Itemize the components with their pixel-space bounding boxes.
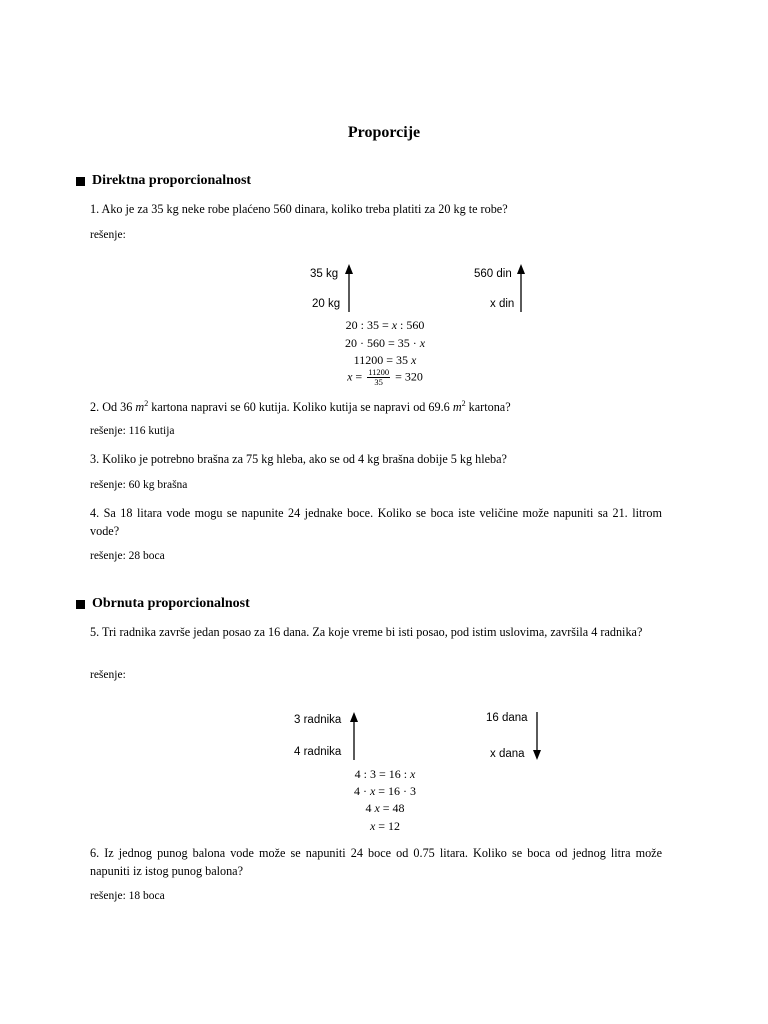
eq-variable: x xyxy=(374,801,380,815)
q2-text: 2. Od 36 xyxy=(90,400,136,415)
fraction-numerator: 11200 xyxy=(368,367,390,377)
solution-4: rešenje: 28 boca xyxy=(90,550,165,562)
solution-5: rešenje: xyxy=(90,669,126,681)
diagram2-left-top: 3 radnika xyxy=(294,714,342,726)
question-5: 5. Tri radnika završe jedan posao za 16 dana. Za koje vreme bi isti posao, pod istim uslovima, završila 4 radnika? xyxy=(90,625,643,639)
solution-2: rešenje: 116 kutija xyxy=(90,425,175,437)
eq-text: = xyxy=(352,369,366,384)
eq-text: = 16 · 3 xyxy=(375,784,417,798)
arrow-down-icon xyxy=(530,710,544,762)
question-4: 4. Sa 18 litara vode mogu se napunite 24 jednake boce. Koliko se boca iste veličine može napuniti sa 21. litrom vode? xyxy=(90,506,662,538)
fraction xyxy=(367,368,390,387)
equation-line xyxy=(260,784,510,799)
eq-variable: x xyxy=(369,819,376,833)
question-1: 1. Ako je za 35 kg neke robe plaćeno 560 dinara, koliko treba platiti za 20 kg te robe? xyxy=(90,202,508,216)
section-heading-direct xyxy=(76,173,251,189)
eq-text: 20 · 560 = 35 · xyxy=(344,336,420,350)
solution-3: rešenje: 60 kg brašna xyxy=(90,479,188,491)
eq-variable: x xyxy=(347,369,353,384)
eq-variable: x xyxy=(419,336,426,350)
diagram2-right-bottom: x dana xyxy=(490,748,525,760)
section-heading-label: Direktna proporcionalnost xyxy=(92,173,252,188)
unit-exponent: 2 xyxy=(144,399,149,408)
diagram2-left-bottom: 4 radnika xyxy=(294,746,342,758)
fraction-denominator: 35 xyxy=(374,377,383,387)
question-3: 3. Koliko je potrebno brašna za 75 kg hleba, ako se od 4 kg brašna dobije 5 kg hleba? xyxy=(90,452,507,466)
solution-6: rešenje: 18 boca xyxy=(90,890,165,902)
eq-variable: x xyxy=(391,318,398,332)
section-heading-inverse xyxy=(76,596,250,612)
equation-line xyxy=(260,336,510,351)
eq-variable: x xyxy=(411,353,417,367)
solution-1: rešenje: xyxy=(90,229,126,241)
square-bullet-icon xyxy=(76,177,85,186)
arrow-up-icon xyxy=(347,710,361,762)
diagram1-left-bottom: 20 kg xyxy=(312,298,341,310)
question-6: 6. Iz jednog punog balona vode može se napuniti 24 boce od 0.75 litara. Koliko se boca od jednog litra može napuniti iz istog punog balona? xyxy=(90,846,662,878)
eq-text: 11200 = 35 xyxy=(353,353,411,367)
unit-m: m xyxy=(135,400,145,415)
question-2 xyxy=(90,395,662,416)
equation-line xyxy=(260,353,510,368)
eq-text: 4 xyxy=(365,801,375,815)
eq-text: : 560 xyxy=(397,318,425,332)
eq-text: = 48 xyxy=(379,801,405,815)
diagram1-right-bottom: x din xyxy=(490,298,515,310)
unit-exponent: 2 xyxy=(461,399,466,408)
eq-variable: x xyxy=(410,767,416,781)
arrow-up-icon xyxy=(342,262,356,314)
equation-line xyxy=(260,819,510,834)
diagram2-right-top: 16 dana xyxy=(486,712,528,724)
eq-text: 4 · xyxy=(353,784,370,798)
diagram1-right-top: 560 din xyxy=(474,268,512,280)
square-bullet-icon xyxy=(76,600,85,609)
q2-text: kartona napravi se 60 kutija. Koliko kutija se napravi od 69.6 xyxy=(148,400,453,415)
equation-line xyxy=(260,801,510,816)
eq-text: = 320 xyxy=(392,369,423,384)
eq-text: 20 : 35 = xyxy=(345,318,392,332)
section-heading-label: Obrnuta proporcionalnost xyxy=(92,596,250,611)
eq-variable: x xyxy=(369,784,376,798)
eq-text: = 12 xyxy=(375,819,401,833)
eq-text: 4 : 3 = 16 : xyxy=(354,767,411,781)
unit-m: m xyxy=(452,400,462,415)
equation-line xyxy=(260,318,510,333)
q2-text: kartona? xyxy=(465,400,511,415)
arrow-up-icon xyxy=(514,262,528,314)
diagram1-left-top: 35 kg xyxy=(310,268,339,280)
page-title: Proporcije xyxy=(347,124,421,141)
equation-line xyxy=(260,368,510,387)
equation-line xyxy=(260,767,510,782)
